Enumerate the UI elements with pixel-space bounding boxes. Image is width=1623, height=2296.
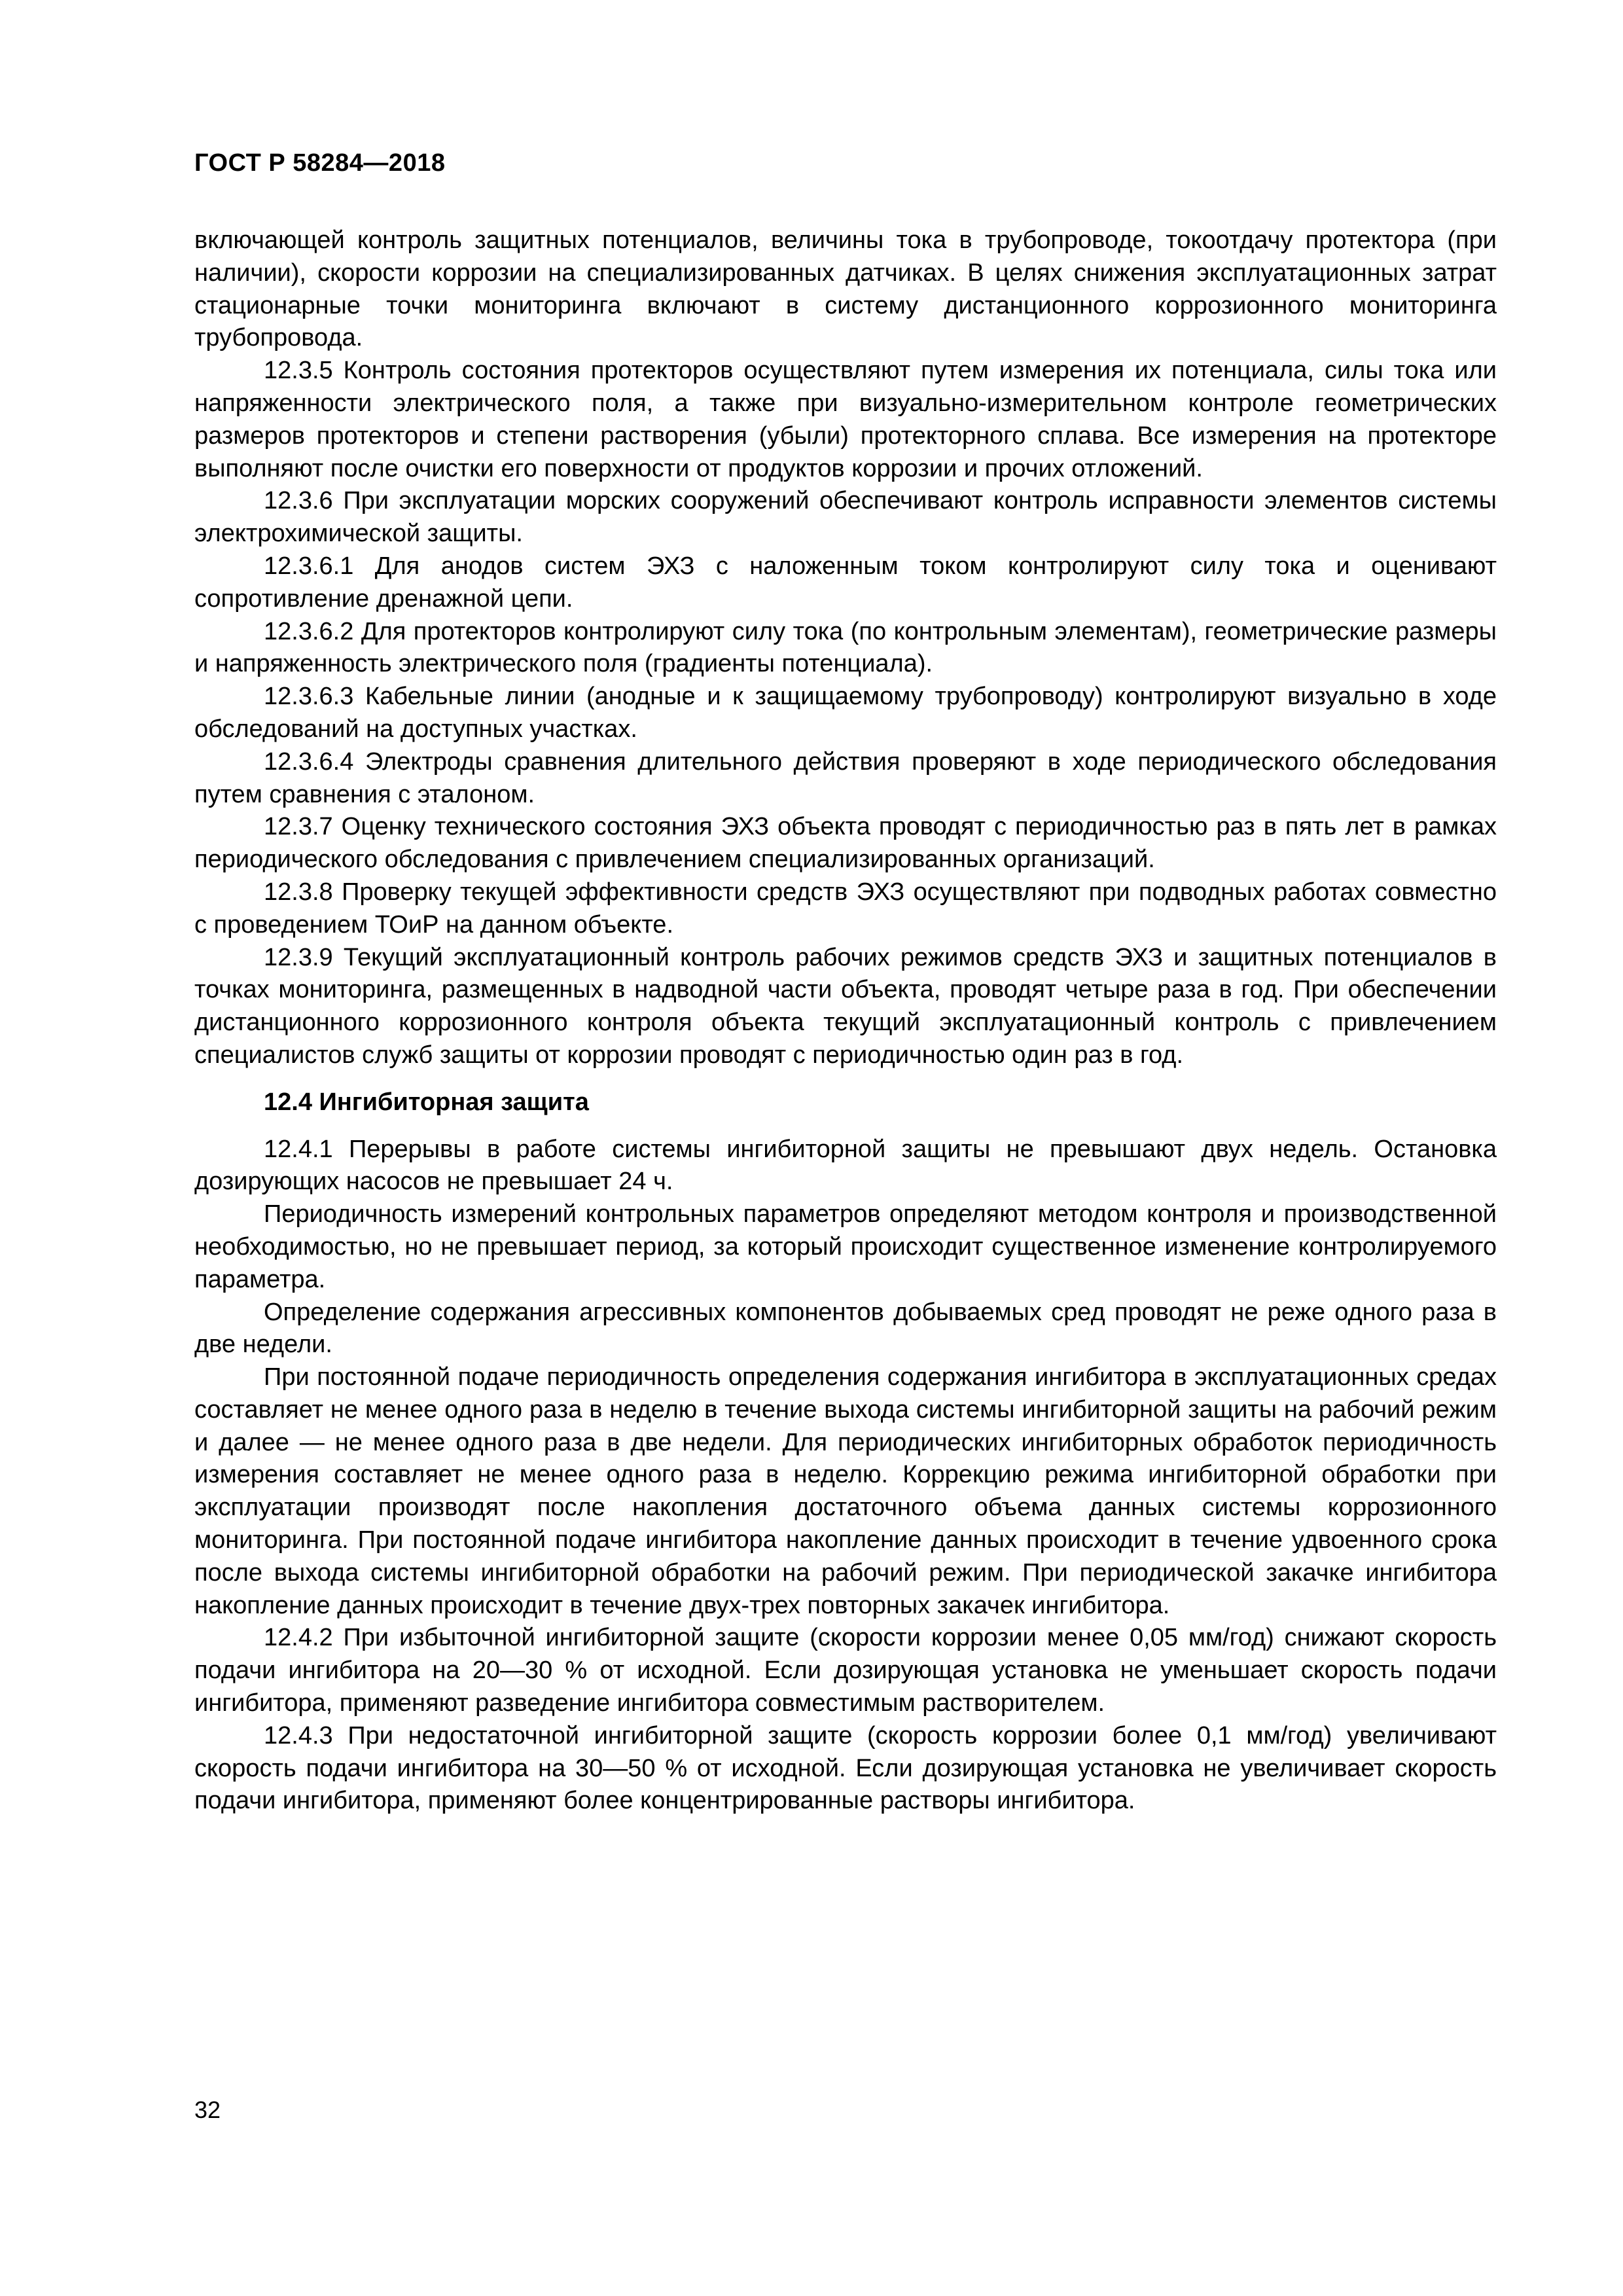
paragraph-12-3-5: 12.3.5 Контроль состояния протекторов осуществляют путем измерения их потенциала, силы тока или напряженности электрического поля, а также при визуально-измерительном контроле геометрических размеров протекторов и степени растворения (убыли) протекторного сплава. Все измерения на протекторе выполняют после очистки его поверхности от продуктов коррозии и прочих отложений.	[194, 357, 1497, 482]
paragraph-12-3-7: 12.3.7 Оценку технического состояния ЭХЗ объекта проводят с периодичностью раз в пять лет в рамках периодического обследования с привлечением специализированных организаций.	[194, 813, 1497, 874]
paragraph-12-3-6: 12.3.6 При эксплуатации морских сооружений обеспечивают контроль исправности элементов системы электрохимической защиты.	[194, 487, 1497, 548]
paragraph-measurement-periodicity: Периодичность измерений контрольных параметров определяют методом контроля и производственной необходимостью, но не превышает период, за который происходит существенное изменение контролируемого параметра.	[194, 1200, 1497, 1293]
paragraph-12-3-9: 12.3.9 Текущий эксплуатационный контроль рабочих режимов средств ЭХЗ и защитных потенциалов в точках мониторинга, размещенных в надводной части объекта, проводят четыре раза в год. При обеспечении дистанционного коррозионного контроля объекта текущий эксплуатационный контроль с привлечением специалистов служб защиты от коррозии проводят с периодичностью один раз в год.	[194, 943, 1497, 1069]
paragraph-12-3-6-3: 12.3.6.3 Кабельные линии (анодные и к защищаемому трубопроводу) контролируют визуально в ходе обследований на доступных участках.	[194, 683, 1497, 743]
paragraph-12-3-6-4: 12.3.6.4 Электроды сравнения длительного действия проверяют в ходе периодического обследования путем сравнения с эталоном.	[194, 747, 1497, 808]
page-number: 32	[194, 2096, 221, 2123]
paragraph-12-3-6-1: 12.3.6.1 Для анодов систем ЭХЗ с наложенным током контролируют силу тока и оценивают сопротивление дренажной цепи.	[194, 552, 1497, 613]
paragraph-aggressive-components: Определение содержания агрессивных компонентов добываемых сред проводят не реже одного раза в две недели.	[194, 1298, 1497, 1359]
paragraph-12-3-6-2: 12.3.6.2 Для протекторов контролируют силу тока (по контрольным элементам), геометрические размеры и напряженность электрического поля (градиенты потенциала).	[194, 617, 1497, 678]
paragraph-continuous-feed: При постоянной подаче периодичность определения содержания ингибитора в эксплуатационных средах составляет не менее одного раза в неделю в течение выхода системы ингибиторной защиты на рабочий режим и далее — не менее одного раза в две недели. Для периодических ингибиторных обработок периодичность измерения составляет не менее одного раза в неделю. Коррекцию режима ингибиторной обработки при эксплуатации производят после накопления достаточного объема данных системы коррозионного мониторинга. При постоянной подаче ингибитора накопление данных происходит в течение удвоенного срока после выхода системы ингибиторной обработки на рабочий режим. При периодической закачке ингибитора накопление данных происходит в течение двух-трех повторных закачек ингибитора.	[194, 1363, 1497, 1619]
body-text	[194, 224, 1497, 1818]
section-heading: 12.4 Ингибиторная защита	[264, 1088, 589, 1116]
document-header: ГОСТ Р 58284—2018	[194, 149, 446, 177]
paragraph-12-4-2: 12.4.2 При избыточной ингибиторной защите (скорости коррозии менее 0,05 мм/год) снижают скорость подачи ингибитора на 20—30 % от исходной. Если дозирующая установка не уменьшает скорость подачи ингибитора, применяют разведение ингибитора совместимым растворителем.	[194, 1624, 1497, 1717]
paragraph-12-4-3: 12.4.3 При недостаточной ингибиторной защите (скорость коррозии более 0,1 мм/год) увеличивают скорость подачи ингибитора на 30—50 % от исходной. Если дозирующая установка не увеличивает скорость подачи ингибитора, применяют более концентрированные растворы ингибитора.	[194, 1721, 1497, 1815]
paragraph-12-4-1: 12.4.1 Перерывы в работе системы ингибиторной защиты не превышают двух недель. Остановка дозирующих насосов не превышает 24 ч.	[194, 1135, 1497, 1196]
paragraph-continuation: включающей контроль защитных потенциалов, величины тока в трубопроводе, токоотдачу протектора (при наличии), скорости коррозии на специализированных датчиках. В целях снижения эксплуатационных затрат стационарные точки мониторинга включают в систему дистанционного коррозионного мониторинга трубопровода.	[194, 226, 1497, 352]
paragraph-12-3-8: 12.3.8 Проверку текущей эффективности средств ЭХЗ осуществляют при подводных работах совместно с проведением ТОиР на данном объекте.	[194, 878, 1497, 939]
